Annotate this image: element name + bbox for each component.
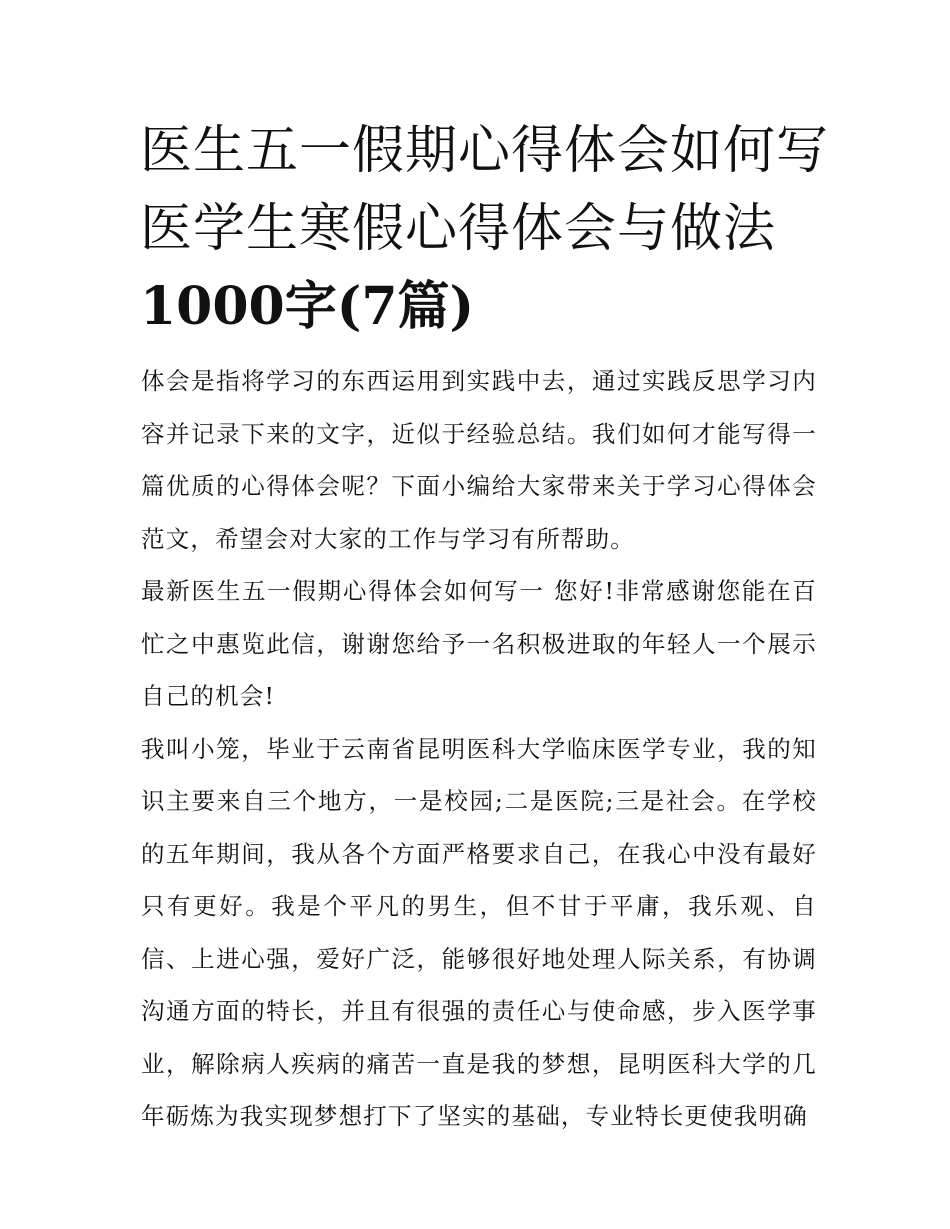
title-line-3: 1000字(7篇) [140,276,475,337]
document-body [141,355,817,1143]
paragraph-greeting: 最新医生五一假期心得体会如何写一 您好!非常感谢您能在百忙之中惠览此信，谢谢您给予一名积极进取的年轻人一个展示自己的机会! [141,577,817,710]
title-line-1: 医生五一假期心得体会如何写 [140,121,830,181]
paragraph-intro: 体会是指将学习的东西运用到实践中去，通过实践反思学习内容并记录下来的文字，近似于经验总结。我们如何才能写得一篇优质的心得体会呢？下面小编给大家带来关于学习心得体会范文，希望会对大家的工作与学习有所帮助。 [141,367,817,553]
document-title [140,112,830,346]
title-line-2: 医学生寒假心得体会与做法 [140,199,777,259]
paragraph-self-introduction: 我叫小笼，毕业于云南省昆明医科大学临床医学专业，我的知识主要来自三个地方，一是校园;二是医院;三是社会。在学校的五年期间，我从各个方面严格要求自己，在我心中没有最好只有更好。我是个平凡的男生，但不甘于平庸，我乐观、自信、上进心强，爱好广泛，能够很好地处理人际关系，有协调沟通方面的特长，并且有很强的责任心与使命感，步入医学事业，解除病人疾病的痛苦一直是我的梦想，昆明医科大学的几年砺炼为我实现梦想打下了坚实的基础，专业特长更使我明确 [141,734,817,1130]
